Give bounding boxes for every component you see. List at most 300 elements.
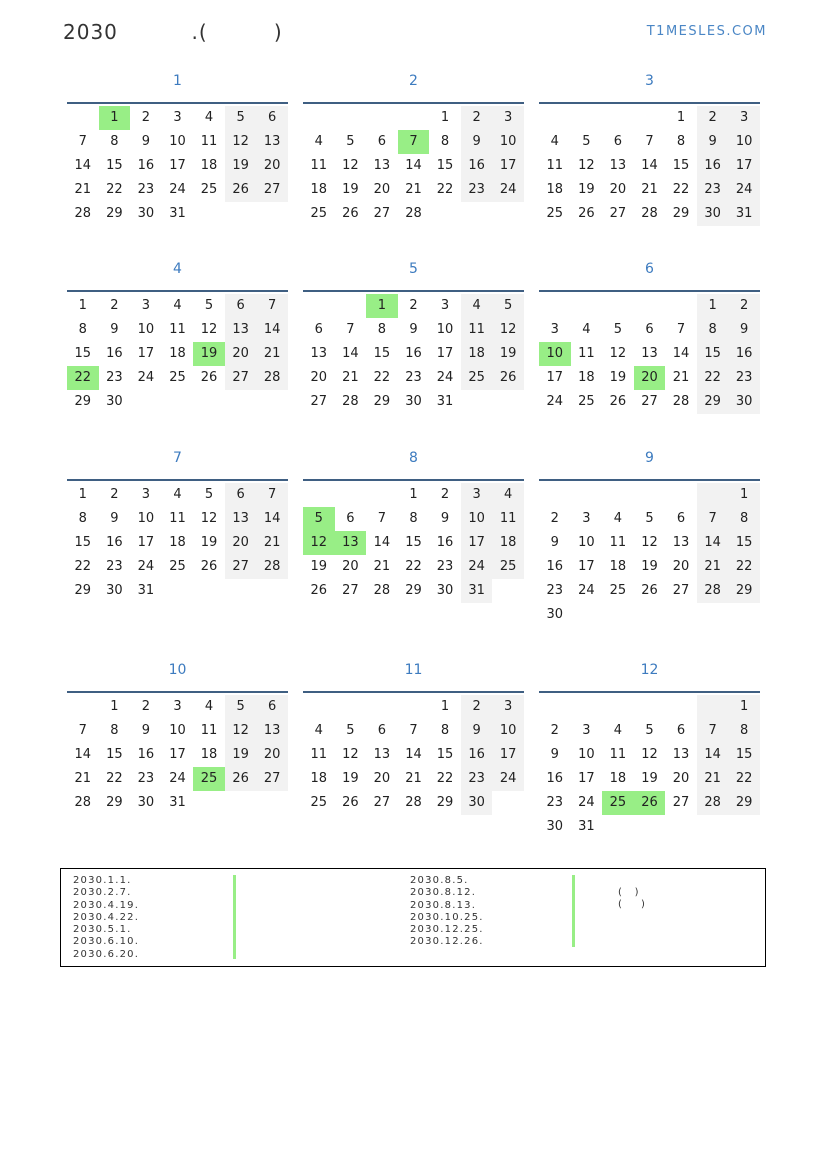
day-cell: 20 — [672, 771, 690, 786]
day-cell: 15 — [728, 743, 760, 767]
day-cell: 7 — [697, 719, 729, 743]
empty-cell — [571, 294, 603, 318]
day-cell: 7 — [697, 507, 729, 531]
day-cell: 20 — [256, 154, 288, 178]
day-cell: 16 — [461, 154, 493, 178]
day-cell: 11 — [310, 747, 328, 762]
day-cell: 17 — [492, 154, 524, 178]
day-cell: 13 — [641, 346, 658, 361]
month-title: 12 — [640, 662, 659, 678]
legend-note: ( ) — [618, 887, 639, 898]
empty-cell — [571, 483, 603, 507]
day-cell: 6 — [676, 723, 686, 738]
empty-cell — [602, 106, 634, 130]
day-cell: 10 — [578, 747, 595, 762]
day-cell: 20 — [225, 342, 257, 366]
day-cell: 24 — [436, 370, 454, 385]
day-cell: 5 — [492, 294, 524, 318]
day-cell: 31 — [578, 819, 595, 834]
day-cell: 26 — [200, 370, 218, 385]
day-cell: 29 — [106, 206, 123, 221]
year-label: 2030 — [63, 20, 118, 44]
month-day-grid — [303, 290, 524, 414]
day-cell: 2 — [409, 298, 418, 313]
day-cell: 10 — [137, 511, 155, 526]
day-cell: 30 — [546, 607, 564, 622]
day-cell: 28 — [373, 583, 391, 598]
day-cell: 4 — [461, 294, 493, 318]
day-cell: 31 — [137, 583, 155, 598]
day-cell: 17 — [728, 154, 760, 178]
day-cell: 22 — [436, 771, 454, 786]
day-cell: 19 — [641, 771, 658, 786]
day-cell: 7 — [645, 134, 654, 149]
day-cell: 17 — [137, 535, 155, 550]
day-cell: 7 — [256, 294, 288, 318]
day-cell: 31 — [461, 579, 493, 603]
month-day-grid — [67, 290, 288, 414]
month-calendar — [67, 443, 288, 603]
day-cell: 4 — [204, 110, 214, 125]
day-cell: 21 — [697, 767, 729, 791]
day-cell: 22 — [106, 182, 123, 197]
holiday-day-cell: 22 — [67, 366, 99, 390]
day-cell: 2 — [440, 487, 450, 502]
day-cell: 18 — [310, 182, 328, 197]
month-day-grid — [539, 290, 760, 414]
day-cell: 12 — [609, 346, 627, 361]
day-cell: 3 — [440, 298, 450, 313]
day-cell: 22 — [74, 559, 92, 574]
holiday-day-cell: 13 — [335, 531, 367, 555]
day-cell: 22 — [436, 182, 454, 197]
day-cell: 25 — [492, 555, 524, 579]
day-cell: 10 — [461, 507, 493, 531]
day-cell: 10 — [169, 134, 186, 149]
empty-cell — [398, 695, 430, 719]
day-cell: 10 — [137, 322, 155, 337]
holiday-legend-box — [60, 868, 766, 967]
day-cell: 20 — [373, 771, 391, 786]
empty-cell — [303, 695, 335, 719]
empty-cell — [665, 695, 697, 719]
day-cell: 21 — [256, 531, 288, 555]
day-cell: 23 — [405, 370, 422, 385]
day-cell: 20 — [256, 743, 288, 767]
day-cell: 21 — [74, 182, 92, 197]
day-cell: 9 — [141, 723, 151, 738]
day-cell: 3 — [728, 106, 760, 130]
day-cell: 28 — [74, 206, 92, 221]
day-cell: 1 — [110, 699, 119, 714]
day-cell: 29 — [405, 583, 422, 598]
day-cell: 19 — [200, 535, 218, 550]
day-cell: 13 — [672, 747, 690, 762]
day-cell: 5 — [225, 695, 257, 719]
day-cell: 15 — [436, 747, 454, 762]
holiday-marker-bar-left — [233, 875, 236, 959]
day-cell: 5 — [346, 723, 355, 738]
day-cell: 16 — [436, 535, 454, 550]
day-cell: 6 — [314, 322, 323, 337]
day-cell: 8 — [676, 134, 686, 149]
day-cell: 1 — [440, 699, 450, 714]
day-cell: 20 — [342, 559, 359, 574]
day-cell: 28 — [641, 206, 658, 221]
month-calendar — [539, 66, 760, 226]
day-cell: 24 — [492, 178, 524, 202]
day-cell: 18 — [200, 158, 218, 173]
day-cell: 15 — [74, 346, 92, 361]
day-cell: 22 — [672, 182, 690, 197]
day-cell: 14 — [74, 747, 92, 762]
day-cell: 9 — [461, 130, 493, 154]
day-cell: 14 — [697, 531, 729, 555]
day-cell: 11 — [200, 723, 218, 738]
day-cell: 9 — [697, 130, 729, 154]
day-cell: 30 — [546, 819, 564, 834]
day-cell: 15 — [106, 747, 123, 762]
day-cell: 20 — [225, 531, 257, 555]
day-cell: 9 — [550, 747, 559, 762]
day-cell: 2 — [461, 695, 493, 719]
holiday-day-cell: 25 — [193, 767, 225, 791]
holiday-day-cell: 19 — [193, 342, 225, 366]
day-cell: 11 — [492, 507, 524, 531]
day-cell: 23 — [106, 370, 123, 385]
day-cell: 2 — [141, 110, 151, 125]
day-cell: 6 — [613, 134, 623, 149]
empty-cell — [634, 294, 666, 318]
day-cell: 24 — [169, 771, 186, 786]
empty-cell — [602, 483, 634, 507]
day-cell: 24 — [578, 583, 595, 598]
legend-note: ( ) — [618, 899, 645, 911]
day-cell: 22 — [697, 366, 729, 390]
day-cell: 8 — [78, 322, 87, 337]
day-cell: 1 — [676, 110, 686, 125]
holiday-date-entry: 2030.5.1. — [73, 924, 132, 936]
day-cell: 6 — [256, 106, 288, 130]
day-cell: 19 — [578, 182, 595, 197]
day-cell: 2 — [110, 487, 119, 502]
day-cell: 6 — [225, 483, 257, 507]
holiday-day-cell: 20 — [634, 366, 666, 390]
day-cell: 6 — [225, 294, 257, 318]
day-cell: 28 — [405, 795, 422, 810]
day-cell: 22 — [373, 370, 391, 385]
day-cell: 27 — [672, 795, 690, 810]
day-cell: 22 — [106, 771, 123, 786]
day-cell: 15 — [74, 535, 92, 550]
month-calendar — [67, 655, 288, 815]
holiday-date-entry: 2030.4.19. — [73, 899, 140, 911]
day-cell: 6 — [645, 322, 654, 337]
day-cell: 10 — [728, 130, 760, 154]
day-cell: 29 — [106, 795, 123, 810]
day-cell: 23 — [461, 178, 493, 202]
day-cell: 12 — [641, 535, 658, 550]
day-cell: 12 — [225, 719, 257, 743]
day-cell: 31 — [169, 206, 186, 221]
month-day-grid — [303, 102, 524, 226]
day-cell: 5 — [645, 511, 654, 526]
day-cell: 3 — [141, 298, 151, 313]
day-cell: 26 — [342, 206, 359, 221]
day-cell: 3 — [550, 322, 559, 337]
day-cell: 26 — [609, 394, 627, 409]
day-cell: 13 — [310, 346, 328, 361]
day-cell: 10 — [436, 322, 454, 337]
day-cell: 11 — [609, 535, 627, 550]
empty-cell — [335, 695, 367, 719]
month-calendar — [303, 443, 524, 603]
day-cell: 25 — [169, 559, 186, 574]
day-cell: 29 — [728, 791, 760, 815]
day-cell: 27 — [672, 583, 690, 598]
day-cell: 8 — [110, 723, 119, 738]
day-cell: 6 — [346, 511, 355, 526]
month-day-grid — [303, 479, 524, 603]
day-cell: 25 — [200, 182, 218, 197]
day-cell: 4 — [314, 134, 323, 149]
day-cell: 10 — [169, 723, 186, 738]
day-cell: 26 — [578, 206, 595, 221]
day-cell: 10 — [578, 535, 595, 550]
day-cell: 16 — [461, 743, 493, 767]
brand-logo-text[interactable]: T1MESLES.COM — [646, 24, 767, 39]
holiday-marker-bar-right — [572, 875, 575, 947]
holiday-day-cell: 12 — [303, 531, 335, 555]
page-title — [63, 20, 283, 44]
day-cell: 16 — [728, 342, 760, 366]
day-cell: 26 — [225, 767, 257, 791]
day-cell: 18 — [578, 370, 595, 385]
day-cell: 19 — [641, 559, 658, 574]
day-cell: 25 — [546, 206, 564, 221]
empty-cell — [539, 483, 571, 507]
holiday-day-cell: 10 — [539, 342, 571, 366]
day-cell: 28 — [256, 366, 288, 390]
day-cell: 4 — [204, 699, 214, 714]
empty-cell — [539, 294, 571, 318]
day-cell: 27 — [225, 555, 257, 579]
empty-cell — [571, 695, 603, 719]
day-cell: 20 — [373, 182, 391, 197]
day-cell: 5 — [645, 723, 654, 738]
day-cell: 18 — [609, 559, 627, 574]
empty-cell — [602, 294, 634, 318]
day-cell: 5 — [613, 322, 623, 337]
day-cell: 30 — [405, 394, 422, 409]
day-cell: 4 — [314, 723, 323, 738]
day-cell: 16 — [137, 158, 155, 173]
day-cell: 21 — [405, 182, 422, 197]
day-cell: 26 — [225, 178, 257, 202]
day-cell: 29 — [373, 394, 391, 409]
day-cell: 15 — [436, 158, 454, 173]
day-cell: 11 — [200, 134, 218, 149]
day-cell: 29 — [74, 583, 92, 598]
empty-cell — [67, 695, 99, 719]
month-day-grid — [67, 479, 288, 603]
day-cell: 5 — [204, 298, 214, 313]
day-cell: 7 — [676, 322, 686, 337]
day-cell: 8 — [377, 322, 387, 337]
day-cell: 3 — [492, 106, 524, 130]
day-cell: 16 — [405, 346, 422, 361]
day-cell: 10 — [492, 719, 524, 743]
day-cell: 12 — [342, 158, 359, 173]
day-cell: 8 — [728, 719, 760, 743]
day-cell: 23 — [137, 182, 155, 197]
title-rest: .( ) — [117, 20, 283, 44]
day-cell: 14 — [641, 158, 658, 173]
day-cell: 23 — [106, 559, 123, 574]
month-calendar — [539, 655, 760, 839]
day-cell: 25 — [169, 370, 186, 385]
day-cell: 31 — [728, 202, 760, 226]
day-cell: 28 — [697, 791, 729, 815]
holiday-day-cell: 1 — [366, 294, 398, 318]
day-cell: 2 — [110, 298, 119, 313]
empty-cell — [571, 106, 603, 130]
day-cell: 9 — [728, 318, 760, 342]
holiday-date-entry: 2030.1.1. — [73, 875, 132, 886]
day-cell: 17 — [578, 559, 595, 574]
empty-cell — [634, 106, 666, 130]
day-cell: 23 — [436, 559, 454, 574]
legend-notes — [618, 887, 645, 912]
empty-cell — [335, 483, 367, 507]
month-title: 6 — [645, 261, 654, 277]
day-cell: 30 — [728, 390, 760, 414]
day-cell: 1 — [728, 695, 760, 719]
day-cell: 27 — [641, 394, 658, 409]
day-cell: 4 — [550, 134, 559, 149]
month-title: 11 — [404, 662, 423, 678]
day-cell: 27 — [256, 767, 288, 791]
month-calendar — [303, 655, 524, 815]
month-calendar — [539, 254, 760, 414]
day-cell: 28 — [697, 579, 729, 603]
empty-cell — [303, 483, 335, 507]
day-cell: 1 — [409, 487, 418, 502]
holiday-date-entry: 2030.6.10. — [73, 936, 140, 948]
day-cell: 29 — [436, 795, 454, 810]
day-cell: 24 — [728, 178, 760, 202]
day-cell: 16 — [546, 771, 564, 786]
day-cell: 28 — [342, 394, 359, 409]
holiday-day-cell: 26 — [634, 791, 666, 815]
empty-cell — [665, 294, 697, 318]
month-title: 10 — [168, 662, 187, 678]
day-cell: 22 — [728, 555, 760, 579]
day-cell: 18 — [546, 182, 564, 197]
day-cell: 21 — [697, 555, 729, 579]
day-cell: 23 — [546, 795, 564, 810]
day-cell: 6 — [377, 134, 387, 149]
day-cell: 22 — [728, 767, 760, 791]
month-calendar — [303, 66, 524, 226]
month-day-grid — [67, 102, 288, 226]
holiday-date-entry: 2030.6.20. — [73, 948, 140, 960]
month-title: 5 — [409, 261, 418, 277]
day-cell: 19 — [492, 342, 524, 366]
holiday-day-cell: 25 — [602, 791, 634, 815]
day-cell: 15 — [672, 158, 690, 173]
empty-cell — [539, 695, 571, 719]
month-title: 7 — [173, 450, 182, 466]
day-cell: 14 — [373, 535, 391, 550]
day-cell: 13 — [373, 747, 391, 762]
day-cell: 4 — [613, 723, 623, 738]
day-cell: 14 — [256, 318, 288, 342]
day-cell: 6 — [676, 511, 686, 526]
day-cell: 17 — [461, 531, 493, 555]
day-cell: 25 — [461, 366, 493, 390]
day-cell: 28 — [256, 555, 288, 579]
day-cell: 12 — [200, 511, 218, 526]
day-cell: 27 — [225, 366, 257, 390]
day-cell: 31 — [169, 795, 186, 810]
holiday-date-entry: 2030.10.25. — [410, 911, 484, 923]
month-day-grid — [539, 479, 760, 627]
month-day-grid — [303, 691, 524, 815]
empty-cell — [335, 294, 367, 318]
month-title: 9 — [645, 450, 654, 466]
day-cell: 12 — [578, 158, 595, 173]
day-cell: 7 — [78, 723, 87, 738]
day-cell: 9 — [550, 535, 559, 550]
holiday-date-entry: 2030.8.13. — [410, 899, 477, 911]
day-cell: 23 — [728, 366, 760, 390]
day-cell: 15 — [106, 158, 123, 173]
day-cell: 28 — [405, 206, 422, 221]
day-cell: 7 — [409, 723, 418, 738]
day-cell: 18 — [310, 771, 328, 786]
day-cell: 18 — [461, 342, 493, 366]
day-cell: 3 — [141, 487, 151, 502]
day-cell: 15 — [728, 531, 760, 555]
holiday-date-entry: 2030.8.5. — [410, 875, 469, 886]
day-cell: 16 — [697, 154, 729, 178]
day-cell: 26 — [492, 366, 524, 390]
day-cell: 26 — [641, 583, 658, 598]
day-cell: 7 — [78, 134, 87, 149]
day-cell: 17 — [492, 743, 524, 767]
day-cell: 21 — [641, 182, 658, 197]
holiday-day-cell: 5 — [303, 507, 335, 531]
day-cell: 3 — [582, 511, 591, 526]
day-cell: 11 — [609, 747, 627, 762]
day-cell: 11 — [169, 322, 186, 337]
empty-cell — [366, 695, 398, 719]
day-cell: 27 — [609, 206, 627, 221]
day-cell: 8 — [440, 723, 450, 738]
day-cell: 22 — [405, 559, 422, 574]
day-cell: 4 — [582, 322, 591, 337]
day-cell: 5 — [204, 487, 214, 502]
day-cell: 13 — [225, 318, 257, 342]
day-cell: 29 — [74, 394, 92, 409]
day-cell: 7 — [346, 322, 355, 337]
day-cell: 13 — [225, 507, 257, 531]
day-cell: 29 — [672, 206, 690, 221]
day-cell: 25 — [578, 394, 595, 409]
day-cell: 12 — [225, 130, 257, 154]
day-cell: 15 — [405, 535, 422, 550]
